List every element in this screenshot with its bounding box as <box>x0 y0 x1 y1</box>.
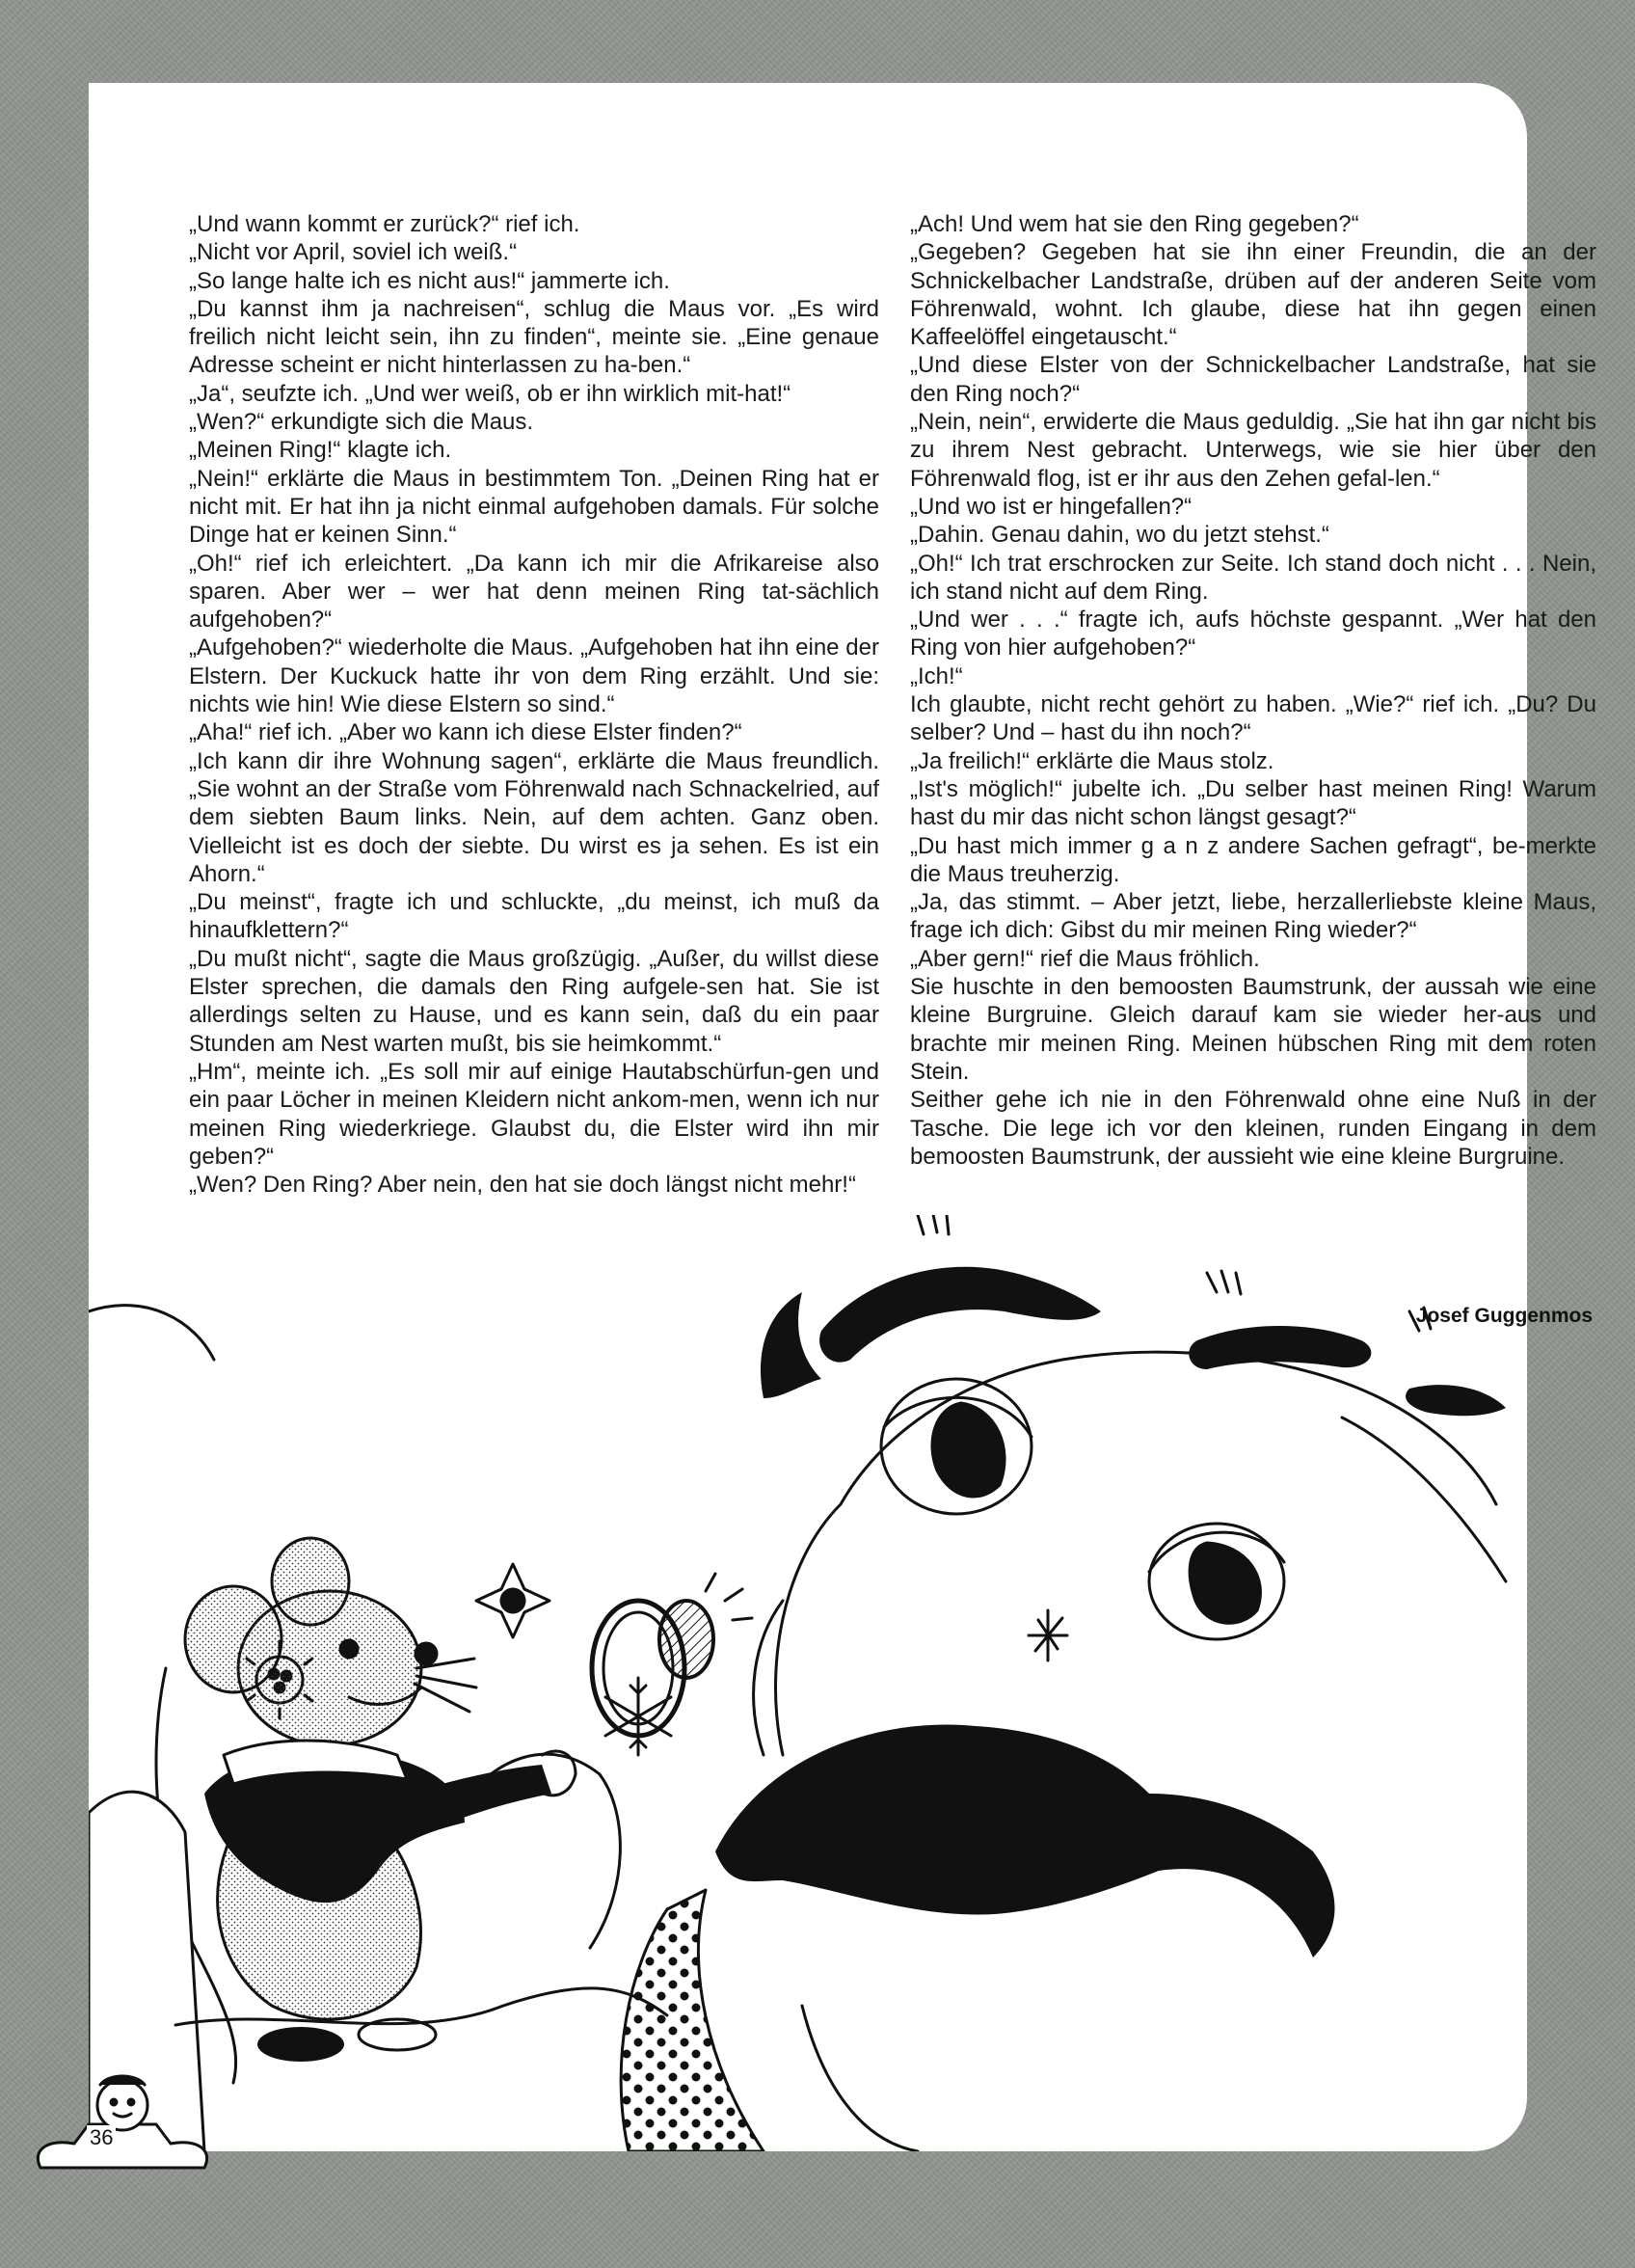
mouse-ear <box>185 1586 281 1692</box>
chin-dotted <box>621 1890 764 2151</box>
hair-left <box>761 1292 821 1398</box>
paragraph: „Du kannst ihm ja nachreisen“, schlug die Maus vor. „Es wird freilich nicht leicht sein, ihn zu finden“, meinte sie. „Eine genaue Adresse scheint er nicht hinterlassen zu ha-ben.“ <box>189 295 879 379</box>
man-forehead-curve <box>1342 1418 1506 1581</box>
paragraph: „Hm“, meinte ich. „Es soll mir auf einige Hautabschürfun-gen und ein paar Löcher in meinen Kleidern nicht ankom-men, wenn ich nur meinen Ring wiederkriege. Glaubst du, die Elster wird ihn mir geben?“ <box>189 1058 879 1170</box>
paragraph: „Gegeben? Gegeben hat sie ihn einer Freundin, die an der Schnickelbacher Landstraße, drüben auf der anderen Seite vom Föhrenwald, wohnt. Ich glaube, diese hat ihn gegen einen Kaffeelöffel eingetauscht.“ <box>910 239 1596 351</box>
ground-line <box>175 1988 667 2025</box>
paragraph: „Und wer . . .“ fragte ich, aufs höchste gespannt. „Wer hat den Ring von hier aufgehoben?“ <box>910 607 1596 662</box>
paragraph: „Ja freilich!“ erklärte die Maus stolz. <box>910 747 1274 774</box>
paragraph: „Ja, das stimmt. – Aber jetzt, liebe, herzallerliebste kleine Maus, frage ich dich: Gibst du mir meinen Ring wieder?“ <box>910 889 1596 944</box>
snowflake-cheek <box>1029 1610 1067 1660</box>
doll-page-icon <box>21 2071 224 2177</box>
man-cheek <box>802 2006 918 2151</box>
paragraph: „Dahin. Genau dahin, wo du jetzt stehst.“ <box>910 522 1329 549</box>
mouse-character <box>156 1538 576 2083</box>
paragraph: „Aber gern!“ rief die Maus fröhlich. <box>910 945 1260 972</box>
left-pupil <box>932 1403 1005 1497</box>
mouse-and-man-illustration <box>89 1215 1527 2151</box>
paragraph: „Du meinst“, fragte ich und schluckte, „du meinst, ich muß da hinaufklettern?“ <box>189 889 879 944</box>
paragraph: „Ja“, seufzte ich. „Und wer weiß, ob er ihn wirklich mit-hat!“ <box>189 380 791 407</box>
ring-stone <box>659 1601 713 1678</box>
paragraph: „Aufgehoben?“ wiederholte die Maus. „Aufgehoben hat ihn eine der Elstern. Der Kuckuck hatte ihr von dem Ring erzählt. Und sie: nichts wie hin! Wie diese Elstern so sind.“ <box>189 634 879 718</box>
bush-left <box>89 1306 214 1360</box>
paragraph: „Nicht vor April, soviel ich weiß.“ <box>189 239 518 266</box>
author-credit: Josef Guggenmos <box>1415 1305 1593 1327</box>
story-column-right <box>910 210 1596 1171</box>
mouse-ear-back <box>272 1538 349 1625</box>
paragraph: „Ich kann dir ihre Wohnung sagen“, erklärte die Maus freundlich. „Sie wohnt an der Straße vom Föhrenwald nach Schnackelried, auf dem siebten Baum links. Nein, auf dem achten. Ganz oben. Vielleicht ist es doch der siebte. Du wirst es ja sehen. Es ist ein Ahorn.“ <box>189 747 879 887</box>
mouse-nose <box>415 1643 437 1664</box>
snowflake-icon <box>605 1678 671 1755</box>
left-eyebrow <box>819 1267 1101 1363</box>
star-1-icon <box>476 1564 549 1637</box>
paragraph: „Und wann kommt er zurück?“ rief ich. <box>189 211 580 237</box>
paragraph: „So lange halte ich es nicht aus!“ jammerte ich. <box>189 267 670 294</box>
paragraph: „Meinen Ring!“ klagte ich. <box>189 437 452 464</box>
right-pupil <box>1190 1543 1260 1623</box>
paragraph: „Und diese Elster von der Schnickelbacher Landstraße, hat sie den Ring noch?“ <box>910 352 1596 407</box>
paragraph: „Wen? Den Ring? Aber nein, den hat sie doch längst nicht mehr!“ <box>189 1172 856 1199</box>
paragraph: „Du mußt nicht“, sagte die Maus großzügig. „Außer, du willst diese Elster sprechen, die damals den Ring aufgele-sen hat. Sie ist allerdings selten zu Hause, und es kann sein, daß du ein paar Stunden am Nest warten mußt, bis sie heimkommt.“ <box>189 945 879 1057</box>
paragraph: „Oh!“ rief ich erleichtert. „Da kann ich mir die Afrikareise also sparen. Aber wer – wer hat denn meinen Ring tat-sächlich aufgehoben?“ <box>189 550 879 634</box>
paragraph: „Oh!“ Ich trat erschrocken zur Seite. Ich stand doch nicht . . . Nein, ich stand nicht auf dem Ring. <box>910 550 1596 605</box>
page-number: 36 <box>87 2125 116 2150</box>
paragraph: „Wen?“ erkundigte sich die Maus. <box>189 409 534 436</box>
man-face-outline <box>776 1352 1497 1755</box>
story-column-left <box>189 210 879 1199</box>
right-eyebrow <box>1189 1326 1371 1369</box>
paragraph: „Nein!“ erklärte die Maus in bestimmtem Ton. „Deinen Ring hat er nicht mit. Er hat ihn ja nicht einmal aufgehoben damals. Für solche Dinge hat er keinen Sinn.“ <box>189 465 879 549</box>
mouse-eye <box>340 1640 358 1658</box>
paragraph: „Nein, nein“, erwiderte die Maus geduldig. „Sie hat ihn gar nicht bis zu ihrem Nest gebracht. Unterwegs, wie sie hier über den Föhrenwald flog, ist er ihr aus den Zehen gefal-len.“ <box>910 409 1596 492</box>
ring-sparkle <box>706 1574 752 1620</box>
paragraph: „Ach! Und wem hat sie den Ring gegeben?“ <box>910 211 1359 237</box>
paragraph: „Du hast mich immer g a n z andere Sachen gefragt“, be-merkte die Maus treuherzig. <box>910 832 1596 887</box>
paragraph: „Und wo ist er hingefallen?“ <box>910 493 1193 520</box>
paragraph: „Aha!“ rief ich. „Aber wo kann ich diese Elster finden?“ <box>189 719 742 746</box>
paragraph: „Ist's möglich!“ jubelte ich. „Du selber hast meinen Ring! Warum hast du mir das nicht schon längst gesagt?“ <box>910 775 1596 831</box>
mustache <box>715 1725 1335 1958</box>
paragraph: Sie huschte in den bemoosten Baumstrunk, der aussah wie eine kleine Burgruine. Gleich darauf kam sie wieder her-aus und brachte mir meinen Ring. Meinen hübschen Ring mit dem roten Stein. <box>910 974 1596 1085</box>
paragraph: „Ich!“ <box>910 662 963 689</box>
paragraph: Seither gehe ich nie in den Föhrenwald ohne eine Nuß in der Tasche. Die lege ich vor den kleinen, runden Eingang in dem bemoosten Baumstrunk, der aussieht wie eine kleine Burgruine. <box>910 1087 1596 1170</box>
mouse-whiskers <box>415 1659 476 1712</box>
hair-dark-right <box>1406 1385 1506 1416</box>
paragraph: Ich glaubte, nicht recht gehört zu haben. „Wie?“ rief ich. „Du? Du selber? Und – hast du ihn noch?“ <box>910 691 1596 746</box>
mouse-foot-1 <box>257 2027 344 2062</box>
